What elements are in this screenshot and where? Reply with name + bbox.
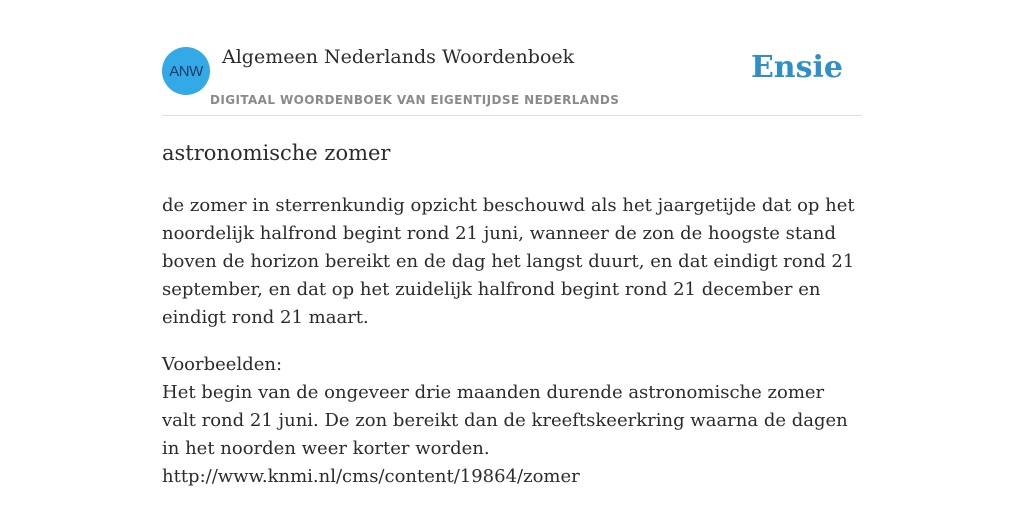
ensie-brand-link[interactable]: Ensie <box>750 50 843 85</box>
example-source: http://www.knmi.nl/cms/content/19864/zomer <box>162 466 580 487</box>
logo-text: ANW <box>169 62 203 80</box>
site-title[interactable]: Algemeen Nederlands Woordenboek <box>222 46 575 68</box>
entry-headword: astronomische zomer <box>162 141 391 165</box>
anw-logo[interactable] <box>162 47 210 95</box>
entry-definition: de zomer in sterrenkundig opzicht beschouwd als het jaargetijde dat op het noordelijk halfrond begint rond 21 juni, wanneer de zon de hoogste stand boven de horizon bereikt en de dag het langst duurt, en dat eindigt rond 21 september, en dat op het zuidelijk halfrond begint rond 21 december en eindigt rond 21 maart. <box>162 195 855 328</box>
examples-label: Voorbeelden: <box>162 354 283 375</box>
header-divider <box>162 115 862 116</box>
site-subtitle: DIGITAAL WOORDENBOEK VAN EIGENTIJDSE NEDERLANDS <box>210 93 620 107</box>
example-text: Het begin van de ongeveer drie maanden durende astronomische zomer valt rond 21 juni. De zon bereikt dan de kreeftskeerkring waarna de dagen in het noorden weer korter worden. <box>162 382 848 459</box>
entry-examples <box>162 351 862 491</box>
